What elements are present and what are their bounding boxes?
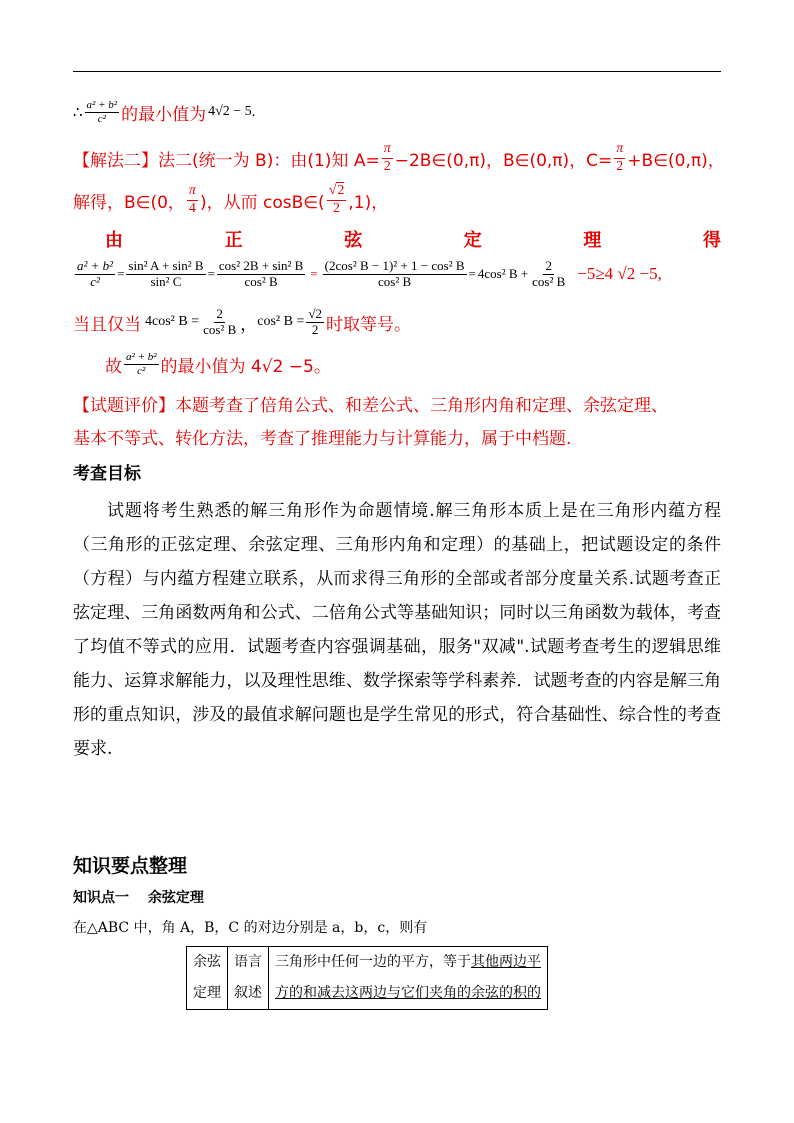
conclusion-line: 故 $\frac{\text{a² + b²}}{\text{c²}}$ 的最小值为 4√2 −5。: [105, 350, 331, 377]
table-cell-description: 三角形中任何一边的平方，等于其他两边平 方的和减去这两边与它们夹角的余弦的积的: [269, 947, 548, 1010]
inequality-tail: −5≥4 √2 −5,: [577, 264, 662, 283]
min-value: 4√2 − 5: [208, 104, 252, 119]
exam-goal-title: 考查目标: [73, 464, 141, 484]
method2-line2: 解得，B∈(0， $\frac{\pi}{4}$ )，从而 cosB∈( $\frac{√2}{2}$ ,1)，: [73, 183, 389, 216]
pi-over-2-fraction: $\frac{\pi}{2}$: [383, 141, 391, 174]
knowledge-point-title: 知识点一 余弦定理: [73, 890, 204, 906]
table-cell-category: 语言 叙述: [228, 947, 269, 1010]
eq-frac-two-over-cos: $\frac{2}{\text{cos² B}}$: [532, 257, 566, 289]
knowledge-title: 知识要点整理: [73, 855, 188, 877]
eq-frac-lhs: $\frac{\text{a² + b²}}{\text{c²}}$: [77, 257, 114, 289]
eq-frac-sin: $\frac{\text{sin² A + sin² B}}{\text{sin² C}}$: [128, 257, 204, 289]
eq-frac-expanded: $\frac{\text{(2cos² B − 1)² + 1 − cos² B}}{\text{cos² B}}$: [324, 257, 465, 289]
eq-frac-cos2b: $\frac{\text{cos² 2B + sin² B}}{\text{cos² B}}$: [218, 257, 304, 289]
main-equation: $\frac{\text{a² + b²}}{\text{c²}}$ = $\frac{\text{sin² A + sin² B}}{\text{sin² C}}$ = $\frac{\text{cos² 2B + sin² B}}{\text{cos² B}}$ = $\frac{\text{(2cos² B − 1)² + 1 − cos² B}}{\text{cos² B}}$ = 4cos² B + $\frac{2}{\text{cos² B}}$ −5≥4 √2 −5,: [77, 257, 662, 289]
sqrt2-over-2-fraction: $\frac{√2}{2}$: [328, 183, 345, 216]
evaluation-line1: 【试题评价】本题考查了倍角公式、和差公式、三角形内角和定理、余弦定理、: [73, 396, 668, 416]
pi-over-4-fraction: $\frac{\pi}{4}$: [188, 183, 196, 216]
exam-goal-paragraph: 试题将考生熟悉的解三角形作为命题情境.解三角形本质上是在三角形内蕴方程（三角形的正弦定理、余弦定理、三角形内角和定理）的基础上，把试题设定的条件（方程）与内蕴方程建立联系，从而求得三角形的全部或者部分度量关系.试题考查正弦定理、三角函数两角和公式、二倍角公式等基础知识；同时以三角函数为载体，考查了均值不等式的应用．试题考查内容强调基础，服务"双减".试题考查考生的逻辑思维能力、运算求解能力，以及理性思维、数学探索等学科素养．试题考查的内容是解三角形的重点知识，涉及的最值求解问题也是学生常见的形式，符合基础性、综合性的考查要求.: [73, 501, 721, 759]
pi-over-2-fraction-2: $\frac{\pi}{2}$: [616, 141, 624, 174]
therefore-line: ∴ $\frac{\text{a² + b²}}{\text{c²}}$ 的最小值为 4√2 − 5 .: [73, 98, 256, 125]
cosine-law-table: [186, 946, 548, 1010]
therefore-symbol: ∴: [73, 104, 83, 121]
sine-rule-line: 由 正 弦 定 理 得: [105, 230, 721, 251]
equality-line: 当且仅当 4cos² B = $\frac{2}{\text{cos² B}}$ ， cos² B = $\frac{√2}{2}$ 时取等号。: [73, 305, 411, 337]
header-rule: [73, 71, 721, 72]
ratio-fraction: $\frac{\text{a² + b²}}{\text{c²}}$: [86, 98, 118, 125]
evaluation-line2: 基本不等式、转化方法，考查了推理能力与计算能力，属于中档题.: [73, 429, 572, 449]
table-row: [187, 947, 548, 1010]
table-cell-law-name: 余弦 定理: [187, 947, 228, 1010]
triangle-statement: 在△ABC 中，角 A，B，C 的对边分别是 a，b，c，则有: [73, 920, 428, 936]
method2-tag: 【解法二】: [73, 150, 158, 171]
method2-line1: 【解法二】 法二(统一为 B)：由(1)知 A= $\frac{\pi}{2}$ −2B∈(0,π)，B∈(0,π)，C= $\frac{\pi}{2}$ +B∈(0,π)，: [73, 141, 725, 174]
min-value-label: 的最小值为: [121, 104, 207, 125]
